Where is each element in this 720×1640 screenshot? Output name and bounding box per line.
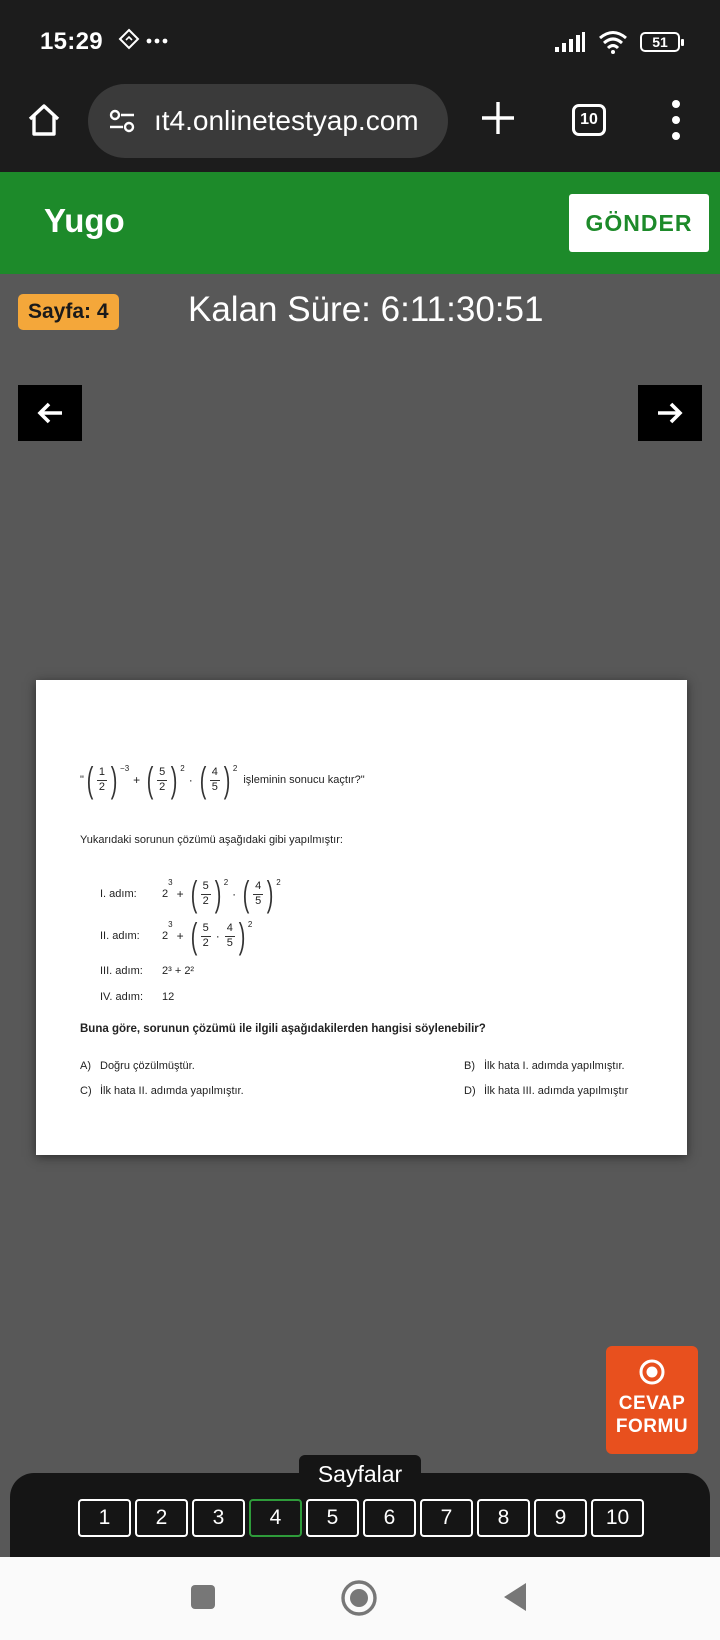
browser-menu-icon[interactable] bbox=[664, 98, 688, 142]
site-settings-icon[interactable] bbox=[108, 107, 136, 135]
status-time: 15:29 bbox=[40, 28, 103, 55]
answer-form-button[interactable] bbox=[606, 1346, 698, 1454]
option-b[interactable]: B) İlk hata I. adımda yapılmıştır. bbox=[464, 1060, 625, 1072]
page-button-9[interactable]: 9 bbox=[534, 1499, 587, 1537]
question-prompt: Buna göre, sorunun çözümü ile ilgili aşağıdakilerden hangisi söylenebilir? bbox=[80, 1023, 486, 1035]
new-tab-icon[interactable] bbox=[478, 98, 518, 138]
step-4 bbox=[100, 991, 174, 1003]
site-header bbox=[0, 172, 720, 274]
solution-statement: Yukarıdaki sorunun çözümü aşağıdaki gibi yapılmıştır: bbox=[80, 834, 343, 846]
page-button-4[interactable]: 4 bbox=[249, 1499, 302, 1537]
page-button-10[interactable]: 10 bbox=[591, 1499, 644, 1537]
page-button-5[interactable]: 5 bbox=[306, 1499, 359, 1537]
page-button-7[interactable]: 7 bbox=[420, 1499, 473, 1537]
step-2: II. adım: 2 3 + ( $\frac{5}{2}$ · $\frac{4}{5}$ ) 2 bbox=[100, 915, 253, 956]
answer-form-line-1: CEVAP bbox=[618, 1393, 686, 1414]
more-notifications-icon bbox=[146, 38, 168, 44]
page-badge: Sayfa: 4 bbox=[18, 294, 119, 330]
back-icon[interactable] bbox=[502, 1581, 528, 1613]
step-1-label: I. adım: bbox=[100, 888, 137, 900]
step-4-value: 12 bbox=[162, 991, 175, 1003]
page-list bbox=[78, 1499, 644, 1537]
question-card bbox=[36, 680, 687, 1155]
step-4-label: IV. adım: bbox=[100, 991, 144, 1003]
previous-page-button[interactable] bbox=[18, 385, 82, 441]
option-c[interactable]: C) İlk hata II. adımda yapılmıştır. bbox=[80, 1085, 244, 1097]
signal-icon bbox=[554, 31, 586, 53]
option-d[interactable]: D) İlk hata III. adımda yapılmıştır bbox=[464, 1085, 629, 1097]
remaining-time: Kalan Süre: 6:11:30:51 bbox=[188, 290, 544, 329]
question-intro-text: işleminin sonucu kaçtır?" bbox=[243, 774, 365, 786]
address-bar[interactable] bbox=[88, 84, 448, 158]
user-name: Yugo bbox=[44, 202, 125, 239]
arrow-left-icon bbox=[36, 401, 64, 425]
record-icon bbox=[638, 1358, 666, 1386]
battery-indicator: 51 bbox=[640, 32, 680, 52]
tab-switcher-button[interactable]: 10 bbox=[572, 104, 606, 136]
next-page-button[interactable] bbox=[638, 385, 702, 441]
pages-label: Sayfalar bbox=[299, 1455, 421, 1493]
page-button-6[interactable]: 6 bbox=[363, 1499, 416, 1537]
system-navigation-bar bbox=[0, 1557, 720, 1640]
page-button-8[interactable]: 8 bbox=[477, 1499, 530, 1537]
step-3 bbox=[100, 965, 194, 977]
arrow-right-icon bbox=[656, 401, 684, 425]
status-bar bbox=[0, 0, 720, 84]
recent-apps-icon[interactable] bbox=[190, 1584, 216, 1610]
step-1: I. adım: 2 3 + ( $\frac{5}{2}$ ) 2 · ( $\frac{4}{5}$ ) 2 bbox=[100, 873, 281, 914]
answer-form-line-2: FORMU bbox=[615, 1416, 689, 1437]
system-home-icon[interactable] bbox=[340, 1579, 378, 1617]
step-3-label: III. adım: bbox=[100, 965, 143, 977]
url-text: ıt4.onlinetestyap.com bbox=[154, 105, 419, 136]
page-button-2[interactable]: 2 bbox=[135, 1499, 188, 1537]
step-2-label: II. adım: bbox=[100, 930, 140, 942]
page-button-1[interactable]: 1 bbox=[78, 1499, 131, 1537]
option-a[interactable]: A) Doğru çözülmüştür. bbox=[80, 1060, 195, 1072]
status-indicators bbox=[554, 30, 680, 54]
send-button[interactable]: GÖNDER bbox=[569, 194, 709, 252]
question-expression: " ( $\frac{1}{2}$ ) −3 + ( $\frac{5}{2}$ ) 2 · ( $\frac{4}{5}$ ) 2 işleminin sonucu kaçtır?" bbox=[80, 759, 365, 800]
home-icon[interactable] bbox=[24, 100, 64, 140]
wifi-icon bbox=[598, 30, 628, 54]
navigation-icon bbox=[118, 28, 140, 52]
browser-toolbar bbox=[0, 84, 720, 172]
step-3-value: 2³ + 2² bbox=[162, 965, 195, 977]
page-button-3[interactable]: 3 bbox=[192, 1499, 245, 1537]
